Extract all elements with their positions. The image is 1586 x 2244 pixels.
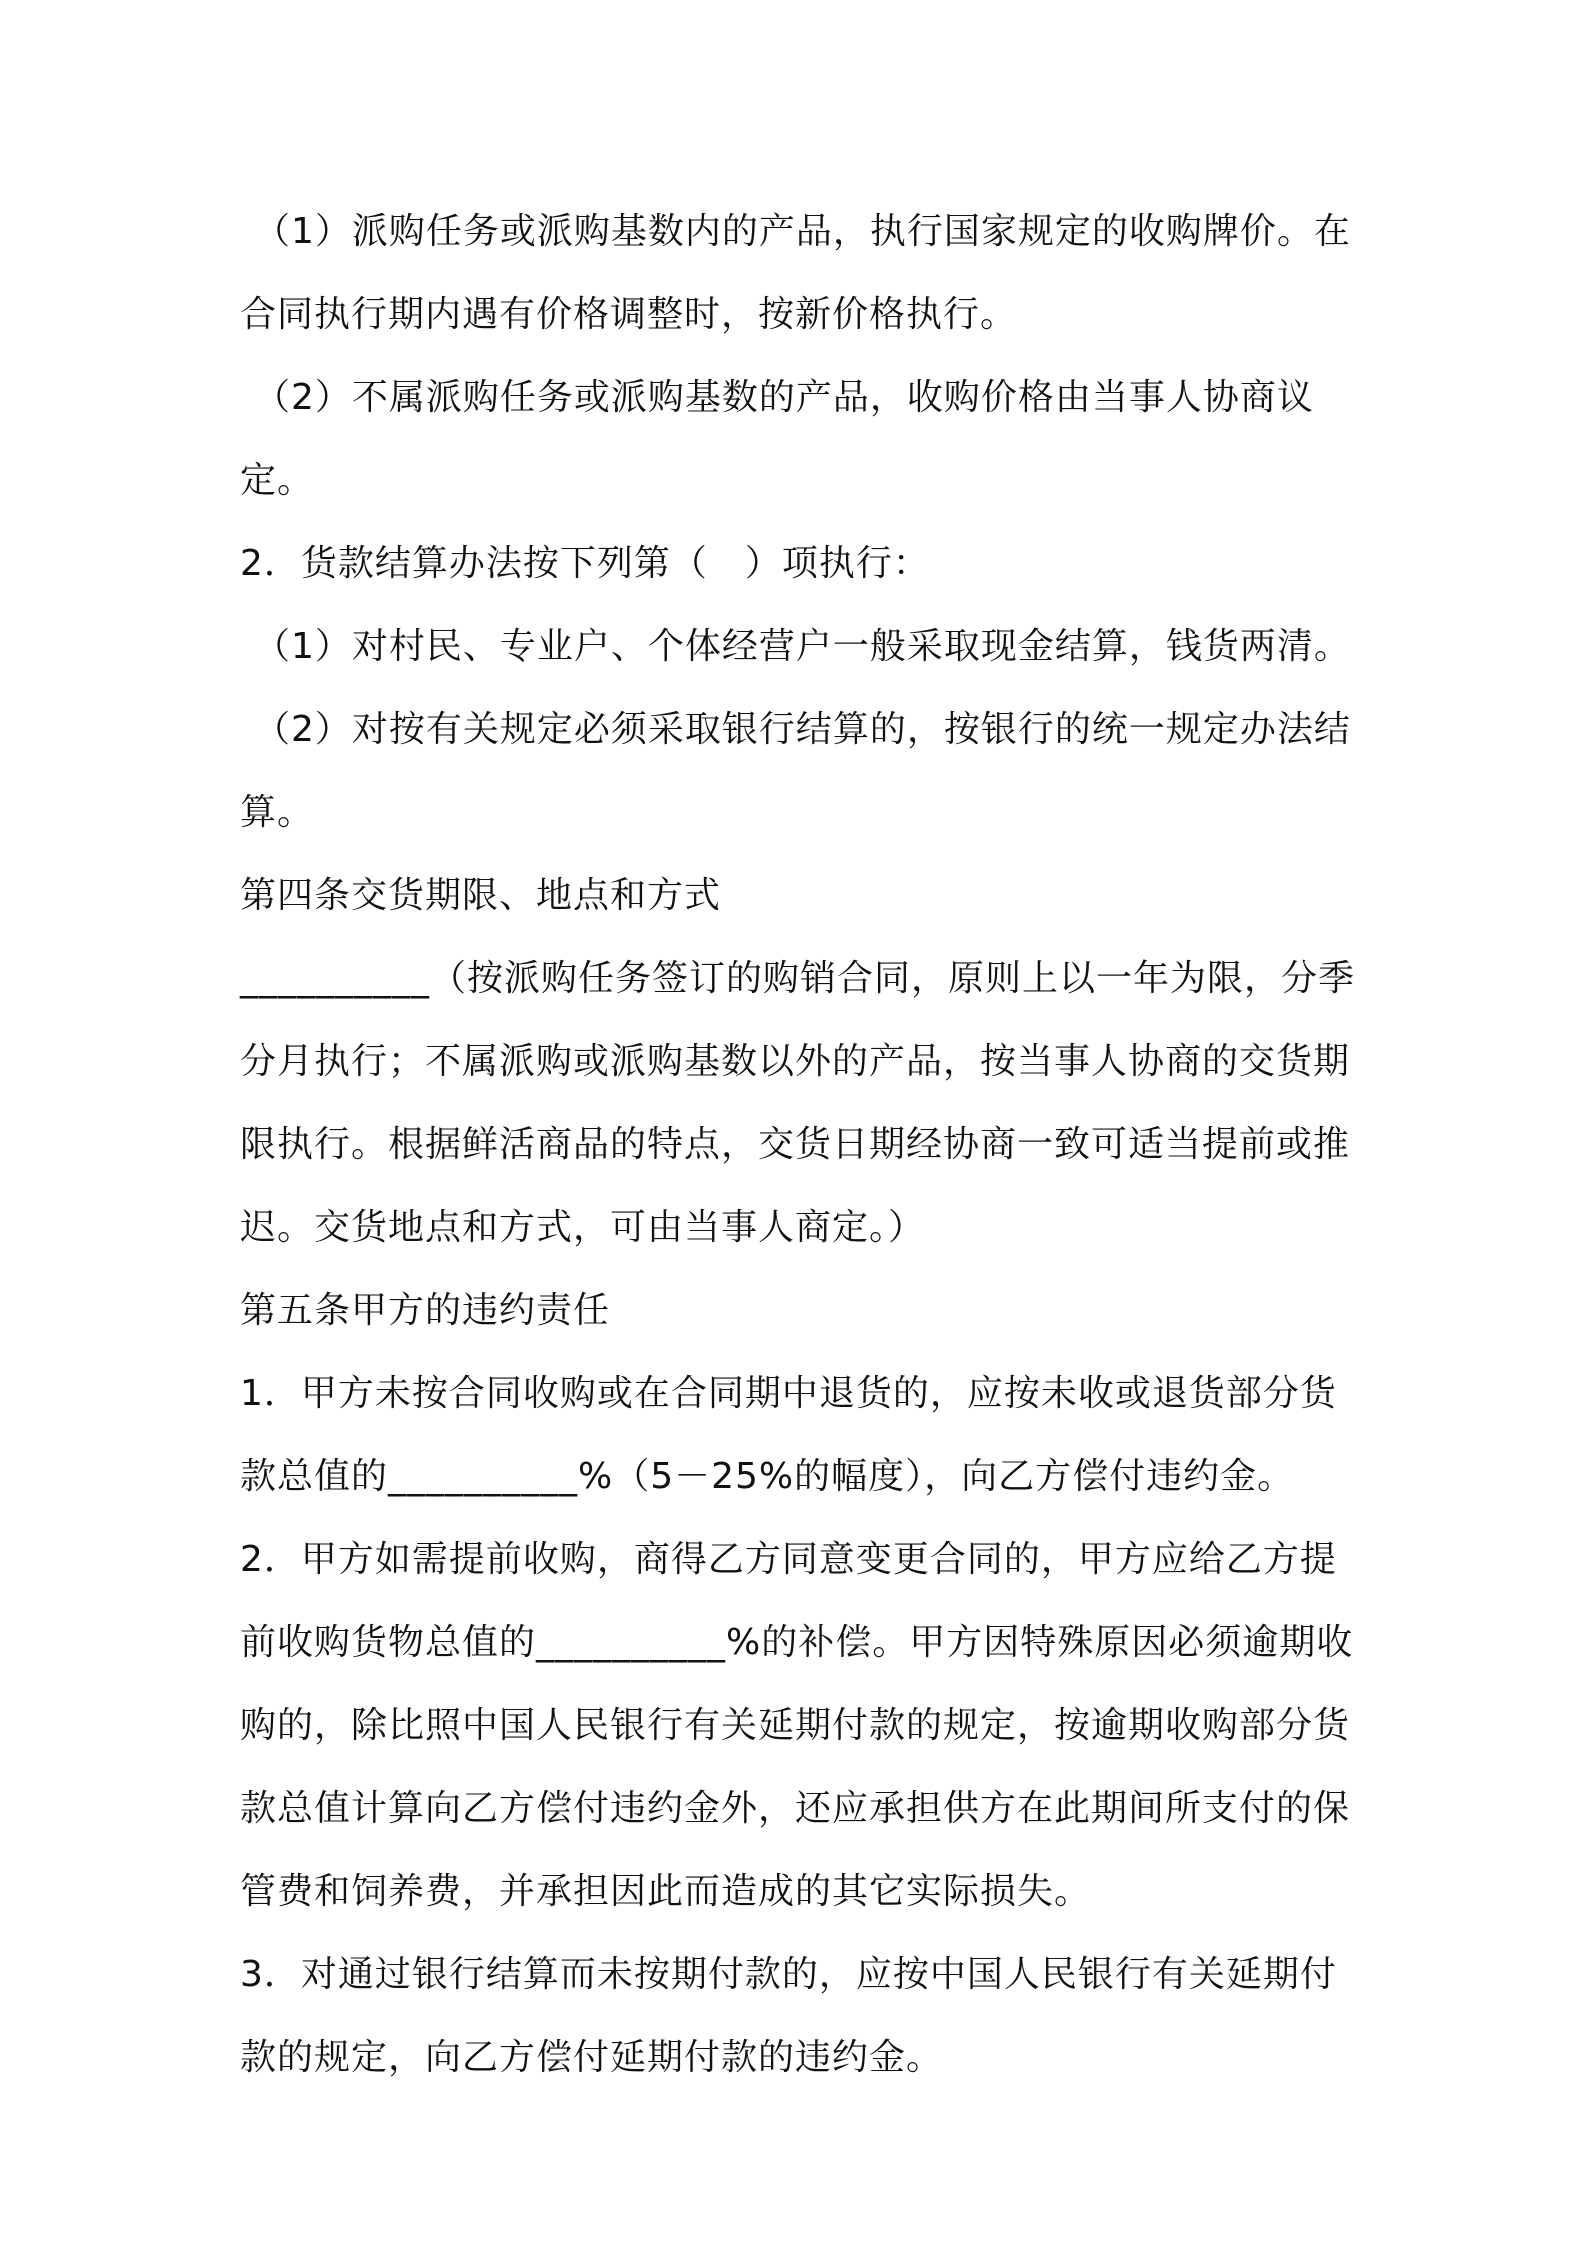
contract-text — [240, 190, 1360, 2099]
clause-payment-bank: （2）对按有关规定必须采取银行结算的，按银行的统一规定办法结算。 — [240, 709, 1351, 833]
clause-liability-return: 1．甲方未按合同收购或在合同期中退货的，应按未收或退货部分货款总值的__________%（5－25%的幅度），向乙方偿付违约金。 — [240, 1373, 1337, 1497]
clause-liability-bank-delay: 3．对通过银行结算而未按期付款的，应按中国人民银行有关延期付款的规定，向乙方偿付延期付款的违约金。 — [240, 1954, 1337, 2078]
clause-price-negotiated: （2）不属派购任务或派购基数的产品，收购价格由当事人协商议定。 — [240, 377, 1314, 501]
clause-price-dispatch: （1）派购任务或派购基数内的产品，执行国家规定的收购牌价。在合同执行期内遇有价格调整时，按新价格执行。 — [240, 211, 1351, 335]
clause-liability-early-late: 2．甲方如需提前收购，商得乙方同意变更合同的，甲方应给乙方提前收购货物总值的__________%的补偿。甲方因特殊原因必须逾期收购的，除比照中国人民银行有关延期付款的规定，按逾期收购部分货款总值计算向乙方偿付违约金外，还应承担供方在此期间所支付的保管费和饲养费，并承担因此而造成的其它实际损失。 — [240, 1539, 1354, 1912]
clause-payment-method: 2．货款结算办法按下列第（ ）项执行： — [240, 543, 930, 584]
article-five-heading: 第五条甲方的违约责任 — [240, 1290, 611, 1331]
clause-payment-cash: （1）对村民、专业户、个体经营户一般采取现金结算，钱货两清。 — [254, 626, 1351, 667]
clause-delivery-terms: __________（按派购任务签订的购销合同，原则上以一年为限，分季分月执行；不属派购或派购基数以外的产品，按当事人协商的交货期限执行。根据鲜活商品的特点，交货日期经协商一致可适当提前或推迟。交货地点和方式，可由当事人商定。） — [240, 958, 1356, 1248]
article-four-heading: 第四条交货期限、地点和方式 — [240, 875, 722, 916]
